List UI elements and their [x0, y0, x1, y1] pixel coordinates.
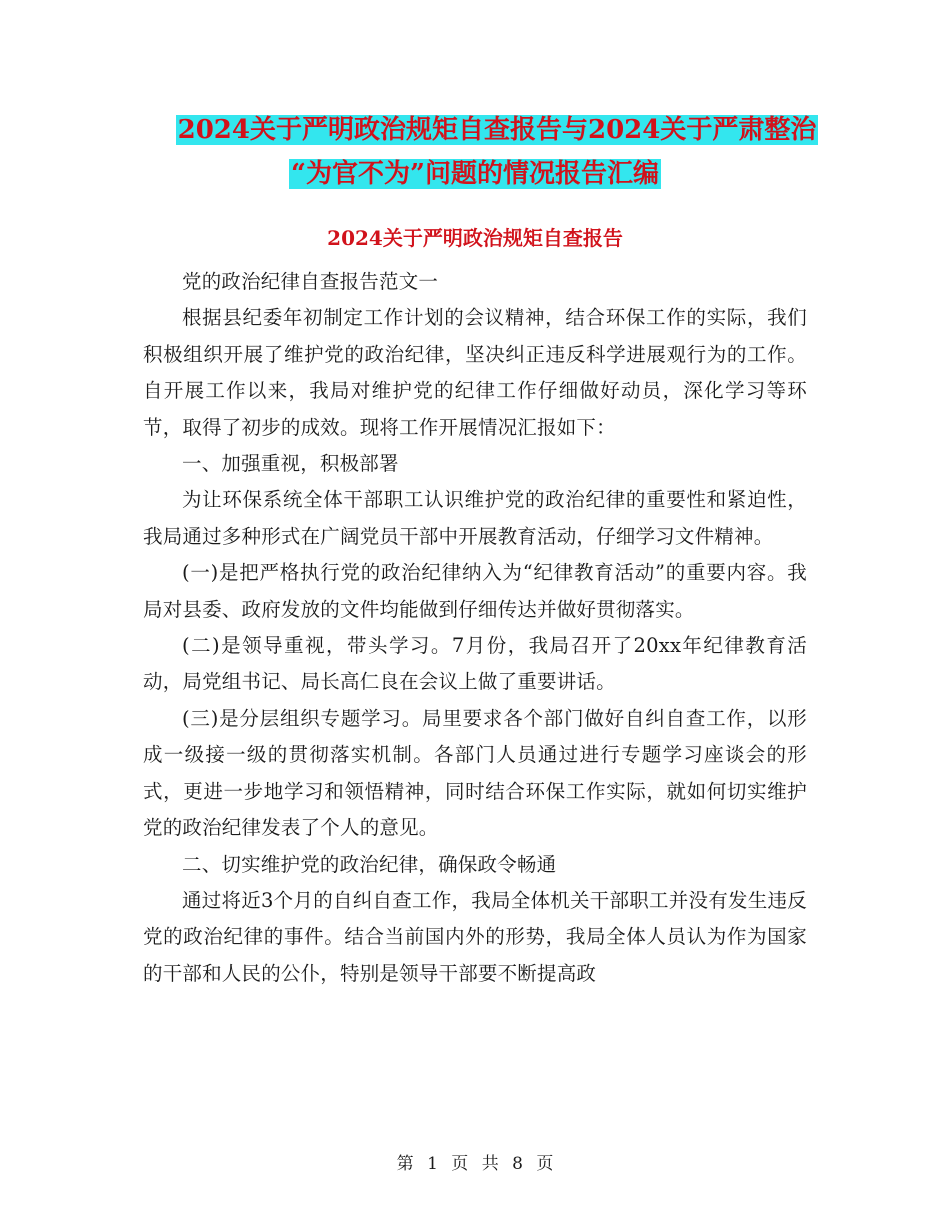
- document-body: [143, 264, 807, 992]
- title-highlight-1: 2024关于严明政治规矩自查报告与2024关于严肃整治: [177, 115, 817, 145]
- paragraph-6: (二)是领导重视，带头学习。7月份，我局召开了20xx年纪律教育活动，局党组书记、局长高仁良在会议上做了重要讲话。: [143, 634, 807, 694]
- paragraph-3: 一、加强重视，积极部署: [182, 452, 399, 476]
- document-title-line-1: [22, 108, 950, 152]
- paragraph-8: 二、切实维护党的政治纪律，确保政令畅通: [182, 852, 557, 876]
- paragraph-1: 党的政治纪律自查报告范文一: [182, 270, 439, 293]
- document-title-line-2: [0, 152, 950, 196]
- paragraph-5: (一)是把严格执行党的政治纪律纳入为“纪律教育活动”的重要内容。我局对县委、政府发放的文件均能做到仔细传达并做好贯彻落实。: [143, 561, 807, 621]
- title-highlight-2: “为官不为”问题的情况报告汇编: [291, 159, 659, 189]
- paragraph-2: 根据县纪委年初制定工作计划的会议精神，结合环保工作的实际，我们积极组织开展了维护党的政治纪律，坚决纠正违反科学进展观行为的工作。自开展工作以来，我局对维护党的纪律工作仔细做好动员，深化学习等环节，取得了初步的成效。现将工作开展情况汇报如下：: [143, 306, 807, 439]
- paragraph-4: 为让环保系统全体干部职工认识维护党的政治纪律的重要性和紧迫性，我局通过多种形式在广阔党员干部中开展教育活动，仔细学习文件精神。: [143, 488, 807, 548]
- paragraph-7: (三)是分层组织专题学习。局里要求各个部门做好自纠自查工作，以形成一级接一级的贯彻落实机制。各部门人员通过进行专题学习座谈会的形式，更进一步地学习和领悟精神，同时结合环保工作实际，就如何切实维护党的政治纪律发表了个人的意见。: [143, 706, 807, 840]
- page-footer: 第 1 页 共 8 页: [396, 1154, 554, 1174]
- paragraph-9: 通过将近3个月的自纠自查工作，我局全体机关干部职工并没有发生违反党的政治纪律的事件。结合当前国内外的形势，我局全体人员认为作为国家的干部和人民的公仆，特别是领导干部要不断提高政: [143, 888, 807, 985]
- section-title: 2024关于严明政治规矩自查报告: [327, 226, 623, 250]
